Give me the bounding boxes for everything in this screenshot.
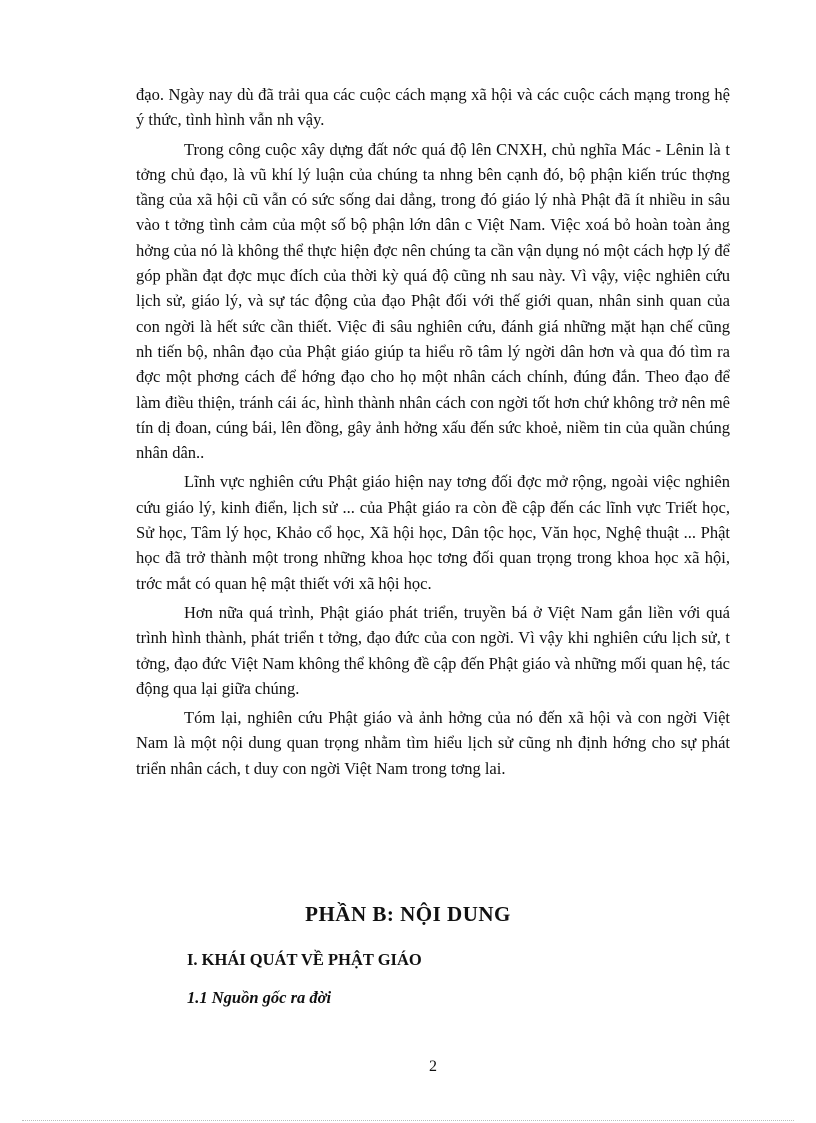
body-text [136,82,730,781]
page-divider [22,1120,794,1121]
page-number: 2 [429,1058,437,1075]
chapter-heading: I. KHÁI QUÁT VỀ PHẬT GIÁO [187,950,422,969]
paragraph: Trong công cuộc xây dựng đất nớc quá độ lên CNXH, chủ nghĩa Mác - Lênin là t tởng chủ đạo, là vũ khí lý luận của chúng ta nhng bên cạnh đó, bộ phận kiến trúc thợng tầng của xã hội cũ vẫn có sức sống dai dẳng, trong đó giáo lý nhà Phật đã ít nhiều in sâu vào t tởng tình cảm của một số bộ phận lớn dân c Việt Nam. Việc xoá bỏ hoàn toàn ảng hởng của nó là không thể thực hiện đợc nên chúng ta cần vận dụng nó một cách hợp lý để góp phần đạt đợc mục đích của thời kỳ quá độ cũng nh sau này. Vì vậy, việc nghiên cứu lịch sử, giáo lý, và sự tác động của đạo Phật đối với thế giới quan, nhân sinh quan của con ngời là hết sức cần thiết. Việc đi sâu nghiên cứu, đánh giá những mặt hạn chế cũng nh tiến bộ, nhân đạo của Phật giáo giúp ta hiểu rõ tâm lý ngời dân hơn và qua đó tìm ra đợc một phơng cách để hớng đạo cho họ một nhân cách chính, đúng đắn. Theo đạo để làm điều thiện, tránh cái ác, hình thành nhân cách con ngời tốt hơn chứ không trở nên mê tín dị đoan, cúng bái, lên đồng, gây ảnh hởng xấu đến sức khoẻ, niềm tin của quần chúng nhân dân.. [136,139,730,463]
paragraph: Lĩnh vực nghiên cứu Phật giáo hiện nay tơng đối đợc mở rộng, ngoài việc nghiên cứu giáo lý, kinh điển, lịch sử ... của Phật giáo ra còn đề cập đến các lĩnh vực Triết học, Sử học, Tâm lý học, Khảo cổ học, Xã hội học, Dân tộc học, Văn học, Nghệ thuật ... Phật học đã trở thành một trong những khoa học tơng đối quan trọng trong khoa học xã hội, trớc mắt có quan hệ mật thiết với xã hội học. [136,472,730,593]
paragraph-continuation: đạo. Ngày nay dù đã trải qua các cuộc cách mạng xã hội và các cuộc cách mạng trong hệ ý thức, tình hình vẫn nh vậy. [136,85,730,130]
paragraph: Hơn nữa quá trình, Phật giáo phát triển, truyền bá ở Việt Nam gắn liền với quá trình hình thành, phát triển t tởng, đạo đức của con ngời. Vì vậy khi nghiên cứu lịch sử, t tởng, đạo đức Việt Nam không thể không đề cập đến Phật giáo và những mối quan hệ, tác động qua lại giữa chúng. [136,602,730,698]
paragraph: Tóm lại, nghiên cứu Phật giáo và ảnh hởng của nó đến xã hội và con ngời Việt Nam là một nội dung quan trọng nhằm tìm hiểu lịch sử cũng nh định hớng cho sự phát triển nhân cách, t duy con ngời Việt Nam trong tơng lai. [136,708,730,778]
subsection-heading: 1.1 Nguồn gốc ra đời [187,988,332,1007]
section-title: PHẦN B: NỘI DUNG [305,902,511,926]
